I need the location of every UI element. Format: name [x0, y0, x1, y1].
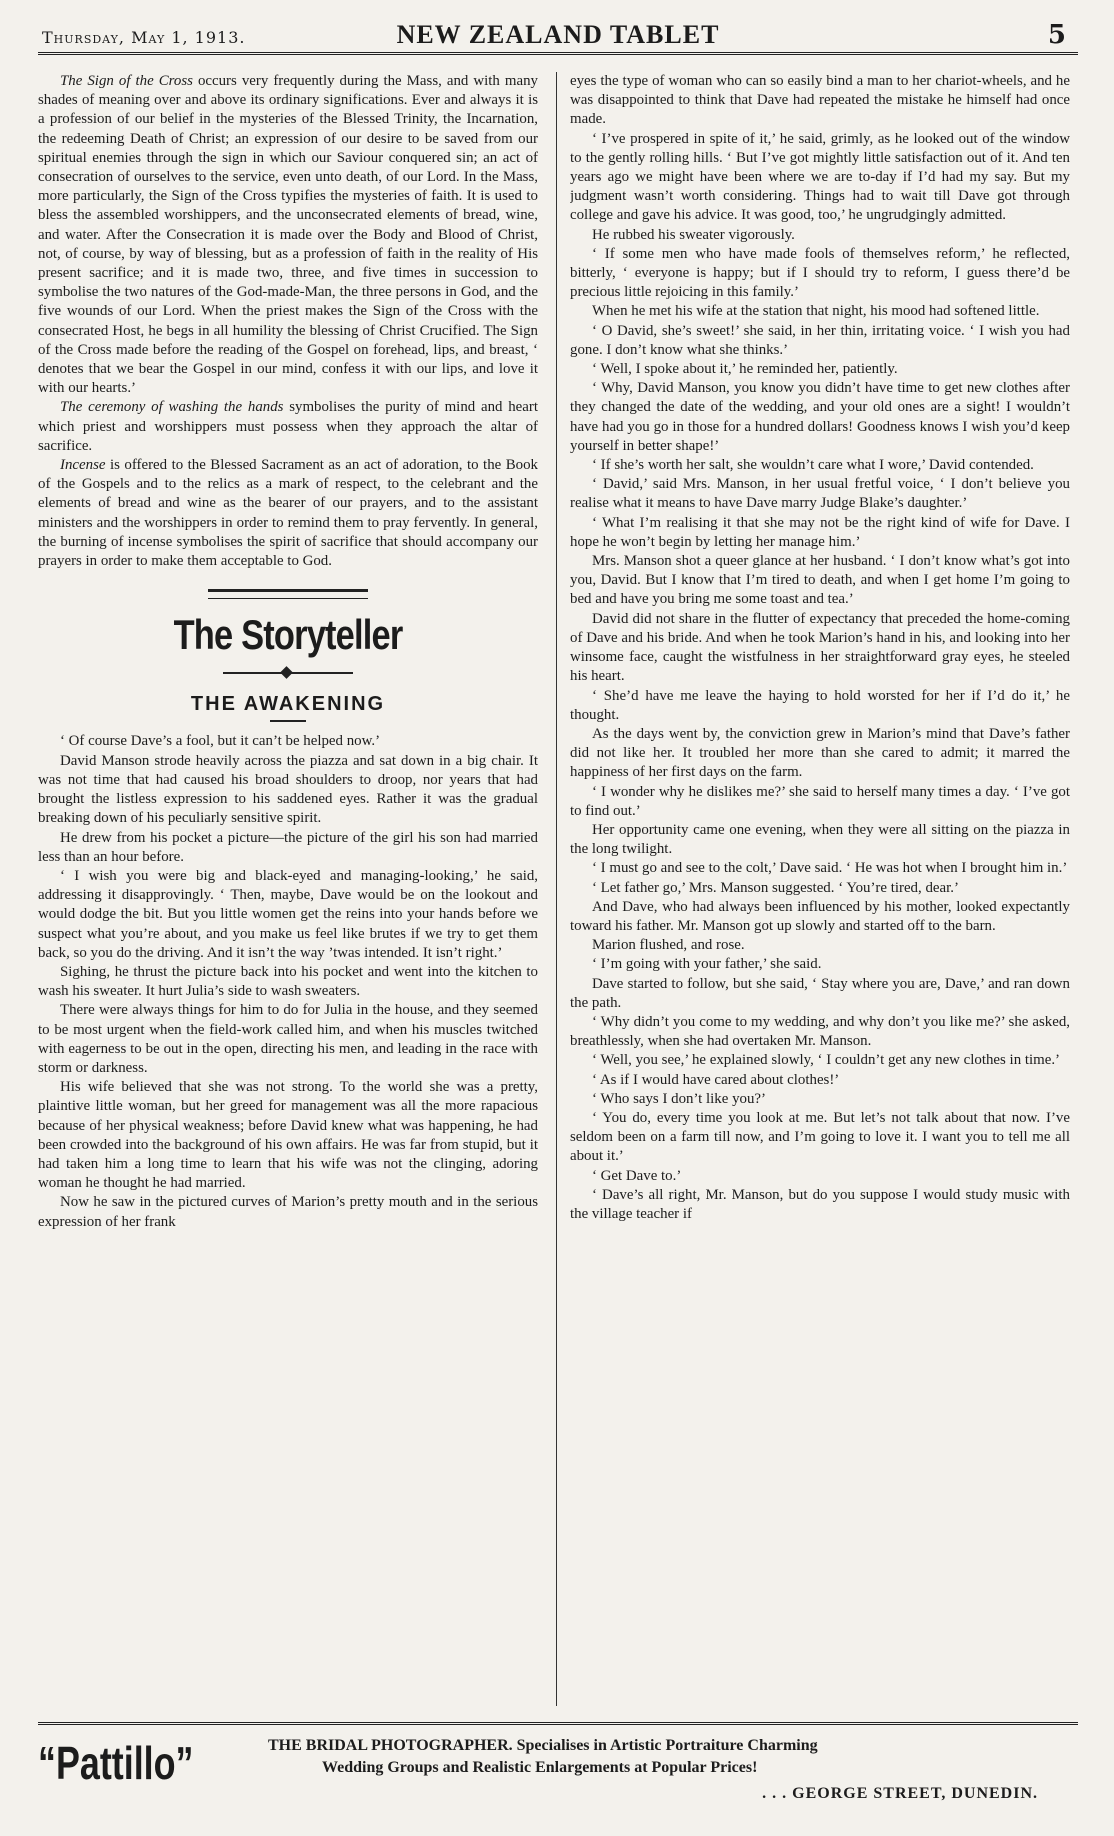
story-paragraph: He rubbed his sweater vigorously.: [592, 226, 795, 243]
ad-address: . . . GEORGE STREET, DUNEDIN.: [762, 1785, 1038, 1802]
story-paragraph: eyes the type of woman who can so easily bind a man to her chariot-wheels, and he was disappointed to think that Dave had repeated the mistake he himself had once made.: [570, 73, 1070, 128]
ad-line-1: THE BRIDAL PHOTOGRAPHER. Specialises in Artistic Portraiture Charming: [268, 1737, 818, 1754]
story-paragraph: There were always things for him to do for Julia in the house, and they seemed to be most urgent when the field-work called him, and when his muscles twitched with eagerness to be out in the open, directing his men, and leading in the race with storm or darkness.: [38, 1002, 538, 1076]
page-header: [38, 18, 1078, 55]
story-paragraph: ‘ If some men who have made fools of themselves reform,’ he reflected, bitterly, ‘ everyone is happy; but if I should try to reform, I guess there’d be precious little rejoicing in this family.’: [570, 245, 1070, 301]
story-paragraph: David Manson strode heavily across the piazza and sat down in a big chair. It was not time that had caused his broad shoulders to droop, nor years that had brought the listless expression to his saddened eyes. Rather it was the gradual breaking down of his peculiarly sensitive spirit.: [38, 752, 538, 827]
section-divider: [208, 589, 368, 599]
intro-paragraph: [38, 72, 538, 398]
story-paragraph: And Dave, who had always been influenced by his mother, looked expectantly toward his father. Mr. Manson got up slowly and started off to the barn.: [570, 898, 1070, 934]
story-paragraph: ‘ You do, every time you look at me. But let’s not talk about that now. I’ve seldom been on a farm till now, and I’m going to love it. I want you to tell me all about it.’: [570, 1109, 1070, 1165]
intro-paragraph: [38, 398, 538, 456]
intro-section: [38, 72, 538, 571]
story-paragraph: ‘ Why didn’t you come to my wedding, and why don’t you like me?’ she asked, breathlessly, when she had overtaken Mr. Manson.: [570, 1013, 1070, 1050]
masthead-title: NEW ZEALAND TABLET: [396, 20, 720, 49]
story-body-right: [570, 72, 1070, 1224]
page-number: 5: [1047, 20, 1066, 50]
story-paragraph: When he met his wife at the station that night, his mood had softened little.: [592, 303, 1040, 320]
story-paragraph: Her opportunity came one evening, when they were all sitting on the piazza in the long twilight.: [570, 821, 1070, 858]
story-paragraph: ‘ If she’s worth her salt, she wouldn’t care what I wore,’ David contended.: [592, 457, 1034, 474]
story-paragraph: ‘ David,’ said Mrs. Manson, in her usual fretful voice, ‘ I don’t believe you realise what it means to have Dave marry Judge Blake’s daughter.’: [570, 476, 1070, 512]
story-paragraph: Dave started to follow, but she said, ‘ Stay where you are, Dave,’ and ran down the path.: [570, 975, 1070, 1011]
story-paragraph: Marion flushed, and rose.: [592, 937, 745, 954]
story-title: THE AWAKENING: [190, 693, 386, 716]
intro-paragraph-lead: Incense: [60, 457, 106, 474]
intro-paragraph-lead: The Sign of the Cross: [60, 73, 193, 89]
story-paragraph: As the days went by, the conviction grew in Marion’s mind that Dave’s father did not like her. It troubled her more than she cared to admit; it marred the happiness of her first days on the farm.: [570, 725, 1070, 781]
story-paragraph: ‘ I wish you were big and black-eyed and managing-looking,’ he said, addressing it disapprovingly. ‘ Then, maybe, Dave would be on the lookout and would dodge the bit. But you little women get the reins into your hands before we suspect what you’re about, and you make us feel like brutes if we try to get them back, so you do the driving. And it isn’t the way ’twas intended. It isn’t right.’: [38, 867, 538, 961]
story-paragraph: His wife believed that she was not strong. To the world she was a pretty, plaintive little woman, but her greed for management was all the more rapacious because of her physical weakness; before David knew what was happening, he had been crowded into the background of his own affairs. He was far from stupid, but it had taken him a long time to learn that his wife was not the clinging, adoring woman he thought he had married.: [38, 1079, 538, 1192]
story-paragraph: ‘ Who says I don’t like you?’: [592, 1090, 766, 1107]
story-paragraph: Sighing, he thrust the picture back into his pocket and went into the kitchen to wash his sweater. It hurt Julia’s side to wash sweaters.: [38, 963, 538, 1000]
story-paragraph: ‘ I’ve prospered in spite of it,’ he said, grimly, as he looked out of the window to the gently rolling hills. ‘ But I’ve got mightly little satisfaction out of it. And ten years ago we might have been where we are to-day if I’d had my say. But my judgment wasn’t worth considering. Things had to wait till Dave got through college and gave his advice. It was good, too,’ he ungrudgingly admitted.: [570, 130, 1070, 224]
story-paragraph: ‘ Well, I spoke about it,’ he reminded her, patiently.: [592, 361, 898, 378]
story-paragraph: Now he saw in the pictured curves of Marion’s pretty mouth and in the serious expression of her frank: [38, 1194, 538, 1230]
story-paragraph: ‘ I’m going with your father,’ she said.: [592, 956, 822, 973]
story-paragraph: David did not share in the flutter of expectancy that preceded the home-coming of Dave and his bride. And when he took Marion’s hand in his, and looking into her winsome face, caught the wistfulness in her straightforward gray eyes, he steeled his heart.: [570, 610, 1070, 685]
intro-paragraph-text: occurs very frequently during the Mass, and with many shades of meaning over and above its ordinary significations. Ever and always it is a profession of our belief in the mysteries of the Blessed Trinity, the Incarnation, the redeeming Death of Christ; an expression of our desire to be saved from our spiritual enemies through the sign in which our Saviour conquered sin; an act of consecration of ourselves to the service, even unto death, of our Lord. In the Mass, more particularly, the Sign of the Cross typifies the mysteries of faith. It is used to bless the assembled worshippers, and the unconsecrated elements of bread, wine, and water. After the Consecration it is made over the Body and Blood of Christ, not, of course, by way of blessing, but as a profession of faith in the reality of His present sacrifice; and it is made two, three, and five times in succession to symbolise the two natures of the God-made-Man, the three persons in God, and the five wounds of our Lord. When the priest makes the Sign of the Cross with the consecrated Host, he begs in all humility the blessing of Christ Crucified. The Sign of the Cross made before the reading of the Gospel on forehead, lips, and breast, ‘ denotes that we bear the Gospel in our mind, confess it with our lips, and love it with our hearts.’: [38, 73, 538, 397]
story-paragraph: ‘ Dave’s all right, Mr. Manson, but do you suppose I would study music with the village teacher if: [570, 1186, 1070, 1222]
advertisement: [38, 1722, 1078, 1815]
section-title: The Storyteller: [173, 611, 403, 659]
story-paragraph: ‘ Of course Dave’s a fool, but it can’t be helped now.’: [60, 733, 381, 750]
intro-paragraph-lead: The ceremony of washing the hands: [60, 399, 284, 416]
ad-brand-name: “Pattillo”: [38, 1737, 194, 1789]
right-column: [570, 72, 1070, 1706]
story-paragraph: He drew from his pocket a picture—the picture of the girl his son had married less than an hour before.: [38, 829, 538, 865]
story-paragraph: ‘ Well, you see,’ he explained slowly, ‘ I couldn’t get any new clothes in time.’: [592, 1052, 1061, 1069]
intro-paragraph: [38, 456, 538, 571]
story-paragraph: Mrs. Manson shot a queer glance at her husband. ‘ I don’t know what’s got into you, David. But I know that I’m tired to death, and when I get home I’m going to bed and have you bring me some toast and tea.’: [570, 553, 1070, 608]
intro-paragraph-text: symbolises the purity of mind and heart which priest and worshippers must possess when they approach the altar of sacrifice.: [38, 399, 538, 454]
story-paragraph: ‘ O David, she’s sweet!’ she said, in her thin, irritating voice. ‘ I wish you had gone. I don’t know what she thinks.’: [570, 322, 1070, 358]
column-rule: [556, 72, 557, 1706]
story-paragraph: ‘ As if I would have cared about clothes!’: [592, 1071, 840, 1088]
article-columns: [38, 72, 1078, 1706]
left-column: [38, 72, 538, 1706]
story-paragraph: ‘ I must go and see to the colt,’ Dave said. ‘ He was hot when I brought him in.’: [592, 860, 1068, 877]
issue-date: Thursday, May 1, 1913.: [42, 28, 246, 47]
story-paragraph: ‘ She’d have me leave the haying to hold worsted for her if I’d do it,’ he thought.: [570, 687, 1070, 723]
story-paragraph: ‘ What I’m realising it that she may not be the right kind of wife for Dave. I hope he won’t begin by letting her manage him.’: [570, 514, 1070, 550]
story-paragraph: ‘ Let father go,’ Mrs. Manson suggested. ‘ You’re tired, dear.’: [592, 879, 959, 896]
story-title-underline: [270, 720, 306, 722]
story-paragraph: ‘ I wonder why he dislikes me?’ she said to herself many times a day. ‘ I’ve got to find out.’: [570, 783, 1070, 819]
intro-paragraph-text: is offered to the Blessed Sacrament as an act of adoration, to the Book of the Gospels and to the relics as a mark of respect, to the celebrant and the elements of bread and wine as the bearer of our prayers, and to the assistant ministers and the worshippers in order to remind them to pray fervently. In general, the burning of incense symbolises the spirit of sacrifice that should accompany our prayers in order to make them acceptable to God.: [38, 457, 538, 570]
story-paragraph: ‘ Get Dave to.’: [592, 1167, 682, 1184]
story-paragraph: ‘ Why, David Manson, you know you didn’t have time to get new clothes after they changed the date of the wedding, and your old ones are a sight! I wouldn’t have had you go in those for a hundred dollars! Goodness knows I wish you’d keep yourself in better shape!’: [570, 380, 1070, 454]
ornament-divider: [223, 665, 353, 681]
story-body-left: [38, 732, 538, 1231]
ad-line-2: Wedding Groups and Realistic Enlargements at Popular Prices!: [322, 1759, 758, 1776]
